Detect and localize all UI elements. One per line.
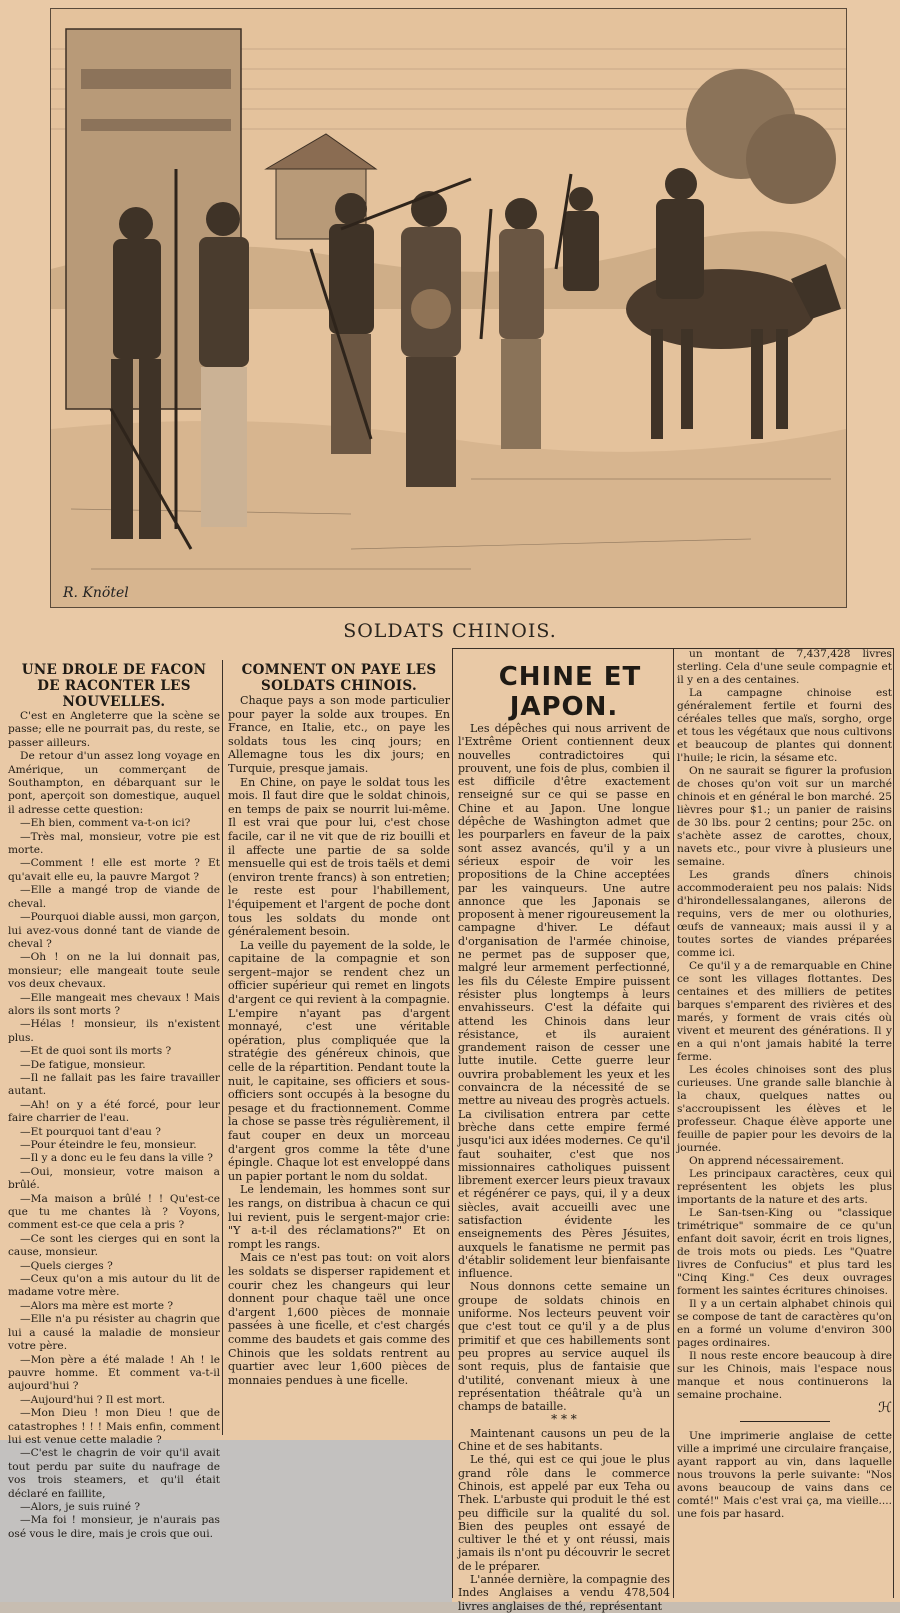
author-mark: ℋ bbox=[878, 1400, 892, 1416]
article-paragraph: Mais ce n'est pas tout: on voit alors les soldats se disperser rapidement et courir chez les changeurs qui leur donnent pour chaque taël une once d'argent 1,600 pièces de monnaie passées à une ficelle, et c'est chargés comme des baudets et gais comme des Chinois que les soldats rentrent au quartier avec leur 1,600 pièces de monnaies pendues à une ficelle. bbox=[228, 1251, 450, 1387]
dialog-line: —Oui, monsieur, votre maison a brûlé. bbox=[8, 1165, 220, 1192]
dialog-line: —Et pourquoi tant d'eau ? bbox=[20, 1125, 161, 1138]
article-paragraph: L'année dernière, la compagnie des Indes Anglaises a vendu 478,504 livres anglaises de thé, représentant bbox=[458, 1573, 670, 1613]
article-paragraph: Les principaux caractères, ceux qui représentent les objets les plus importants de la nature et des arts. bbox=[677, 1168, 892, 1206]
dialog-line: —Il y a donc eu le feu dans la ville ? bbox=[20, 1152, 213, 1165]
article-paragraph: On ne saurait se figurer la profusion de choses qu'on voit sur un marché chinois et en général le bon marché. 25 lièvres pour $1.; un panier de raisins de 30 lbs. pour 2 centins; pour 25c. on s'achète assez de carottes, choux, navets etc., pour vivre à plusieurs une semaine. bbox=[677, 765, 892, 868]
article-paragraph: Il y a un certain alphabet chinois qui se compose de tant de caractères qu'on en a formé un volume d'environ 300 pages ordinaires. bbox=[677, 1298, 892, 1349]
article-paragraph: Les écoles chinoises sont des plus curieuses. Une grande salle blanchie à la chaux, quelques nattes ou s'accroupissent les élèves et le professeur. Chaque élève apporte une feuille de papier pour les devoirs de la journée. bbox=[677, 1064, 892, 1154]
article-paragraph: Il nous reste encore beaucoup à dire sur les Chinois, mais l'espace nous manque et nous continuerons la semaine prochaine. bbox=[677, 1350, 892, 1401]
article-paragraph: Le San-tsen-King ou "classique trimétrique" sommaire de ce qu'un enfant doit savoir, écrit en trois lignes, de trois mots ou pieds. Les "Quatre livres de Confucius" et plus tard les "Cinq King." Ces deux ouvrages forment les saintes écritures chinoises. bbox=[677, 1207, 892, 1297]
article-chine-japon bbox=[458, 662, 670, 1613]
dialog-line: —Elle n'a pu résister au chagrin que lui a causé la maladie de monsieur votre père. bbox=[8, 1313, 220, 1353]
article-paragraph: On apprend nécessairement. bbox=[689, 1155, 845, 1167]
dialog-line: —Quels cierges ? bbox=[20, 1259, 113, 1272]
article-funny-news bbox=[8, 662, 220, 1541]
dialog-line: —Alors, je suis ruiné ? bbox=[20, 1500, 141, 1513]
article-paragraph: La veille du payement de la solde, le capitaine de la compagnie et son sergent–major se rendent chez un officier supérieur qui remet en lingots d'argent ce qui revient à la compagnie. L'empire n'ayant pas d'argent monnayé, c'est une véritable opération, plus compliquée que la stratégie des généreux chinois, que celle de la répartition. Pendant toute la nuit, le capitaine, ses officiers et sous-officiers sont occupés à la besogne du pesage et du fractionnement. Comme la chose se passe très régulièrement, il faut couper en deux un morceau d'argent gros comme la tête d'une épingle. Chaque lot est enveloppé dans un papier portant le nom du soldat. bbox=[228, 938, 450, 1183]
dialog-line: —Ah! on y a été forcé, pour leur faire charrier de l'eau. bbox=[8, 1098, 220, 1125]
column-rule bbox=[893, 648, 894, 1598]
dialog-line: —Mon Dieu ! mon Dieu ! que de catastrophes ! ! ! Mais enfin, comment lui est venue cette maladie ? bbox=[8, 1407, 220, 1446]
dialog-line: —Ce sont les cierges qui en sont la cause, monsieur. bbox=[8, 1232, 220, 1259]
article-paragraph: Le thé, qui est ce qui joue le plus grand rôle dans le commerce Chinois, est appelé par eux Teha ou Thek. L'arbuste qui produit le thé est peu difficile sur la qualité du sol. Bien des peuples ont essayé de cultiver le thé et y ont réussi, mais jamais ils n'ont pu découvrir le secret de le préparer. bbox=[458, 1453, 670, 1573]
column-rule bbox=[222, 660, 223, 1435]
article-paragraph: Maintenant causons un peu de la Chine et de ses habitants. bbox=[458, 1426, 670, 1454]
column-rule bbox=[452, 648, 453, 1598]
dialog-line: —Pourquoi diable aussi, mon garçon, lui avez-vous donné tant de viande de cheval ? bbox=[8, 911, 220, 950]
article-paragraph: Une imprimerie anglaise de cette ville a imprimé une circulaire française, ayant rapport au vin, dans laquelle nous trouvons la perle suivante: "Nos avons beaucoup de vains dans ce comté!" Mais c'est vrai ça, ma vieille.... une fois par hasard. bbox=[677, 1430, 892, 1520]
dialog-line: —Il ne fallait pas les faire travailler autant. bbox=[8, 1071, 220, 1098]
article-paragraph: Ce qu'il y a de remarquable en Chine ce sont les villages flottantes. Des centaines et des milliers de petites barques s'emparent des rivières et des marés, y forment de vrais cités où vivent et meurent des générations. Il y en a qui n'ont jamais habité la terre ferme. bbox=[677, 960, 892, 1063]
article-paragraph: C'est en Angleterre que la scène se passe; elle ne pourrait pas, du reste, se passer ailleurs. bbox=[8, 710, 220, 749]
dialog-line: —Oh ! on ne la lui donnait pas, monsieur; elle mangeait toute seule vos deux chevaux. bbox=[8, 951, 220, 991]
article-paragraph: un montant de 7,437,428 livres sterling. Cela d'une seule compagnie et il y en a des centaines. bbox=[677, 648, 892, 686]
section-separator: * * * bbox=[551, 1412, 577, 1427]
article-soldier-pay bbox=[228, 662, 450, 1387]
article-headline: CHINE ET JAPON. bbox=[498, 662, 642, 722]
dialog-line: —Très mal, monsieur, votre pie est morte. bbox=[8, 830, 220, 857]
dialog-line: —Eh bien, comment va-t-on ici? bbox=[20, 817, 191, 830]
dialog-line: —Ceux qu'on a mis autour du lit de madame votre mère. bbox=[8, 1273, 220, 1299]
column-rule bbox=[673, 648, 674, 1598]
article-headline: UNE DROLE DE FACON DE RACONTER LES NOUVELLES. bbox=[21, 662, 207, 710]
dialog-line: —Elle mangeait mes chevaux ! Mais alors ils sont morts ? bbox=[8, 991, 220, 1017]
article-chine-japon-continued bbox=[677, 648, 892, 1521]
article-paragraph: Les grands dîners chinois accommoderaient peu nos palais: Nids d'hirondellessalanganes, ailerons de requins, vers de mer ou olothuries, œufs de vanneaux; mais aussi il y a toutes sortes de viandes préparées comme ici. bbox=[677, 869, 892, 959]
article-paragraph: Chaque pays a son mode particulier pour payer la solde aux troupes. En France, en Italie, etc., on paye les soldats tous les cinq jours; en Allemagne tous les dix jours; en Turquie, presque jamais. bbox=[228, 694, 450, 775]
dialog-line: —Alors ma mère est morte ? bbox=[20, 1299, 174, 1312]
section-rule bbox=[740, 1421, 830, 1422]
dialog-line: —Pour éteindre le feu, monsieur. bbox=[20, 1139, 197, 1151]
dialog-line: —Mon père a été malade ! Ah ! le pauvre homme. Et comment va-t-il aujourd'hui ? bbox=[8, 1353, 220, 1393]
article-headline: COMNENT ON PAYE LES SOLDATS CHINOIS. bbox=[241, 662, 437, 694]
dialog-line: —C'est le chagrin de voir qu'il avait tout perdu par suite du naufrage de vos trois steamers, et qu'il était déclaré en faillite, bbox=[8, 1447, 220, 1500]
dialog-line: —De fatigue, monsieur. bbox=[20, 1058, 146, 1071]
illustration-caption: SOLDATS CHINOIS. bbox=[343, 620, 557, 642]
dialog-line: —Ma maison a brûlé ! ! Qu'est-ce que tu me chantes là ? Voyons, comment est-ce que cela a pris ? bbox=[8, 1192, 220, 1232]
dialog-line: —Aujourd'hui ? Il est mort. bbox=[20, 1393, 166, 1406]
artist-signature: R. Knötel bbox=[63, 585, 129, 601]
article-paragraph: Le lendemain, les hommes sont sur les rangs, on distribua à chacun ce qui lui revient, puis le sergent-major crie: "Y a-t-il des réclamations?" Et on rompt les rangs. bbox=[228, 1183, 450, 1251]
article-paragraph: La campagne chinoise est généralement fertile et fourni des céréales telles que maïs, sorgho, orge et tous les végétaux que nous cultivons et beaucoup de plantes qui donnent l'huile; le ricin, la sésame etc. bbox=[677, 687, 892, 764]
dialog-line: —Et de quoi sont ils morts ? bbox=[20, 1045, 172, 1058]
dialog-line: —Comment ! elle est morte ? Et qu'avait elle eu, la pauvre Margot ? bbox=[8, 857, 220, 883]
dialog-line: —Ma foi ! monsieur, je n'aurais pas osé vous le dire, mais je crois que oui. bbox=[8, 1514, 220, 1540]
article-paragraph: Nous donnons cette semaine un groupe de soldats chinois en uniforme. Nos lecteurs peuvent voir que c'est tout ce qu'il y a de plus primitif et que ces habillements sont peu propres au service auquel ils sont requis, plus de fantaisie que d'utilité, convenant mieux à une représentation théâtrale qu'à un champs de bataille. bbox=[458, 1280, 670, 1414]
article-paragraph: De retour d'un assez long voyage en Amérique, un commerçant de Southampton, en débarquant sur le pont, aperçoit son domestique, auquel il adresse cette question: bbox=[8, 750, 220, 816]
dialog-line: —Hélas ! monsieur, ils n'existent plus. bbox=[8, 1018, 220, 1044]
engraving-soldiers-illustration-icon bbox=[50, 8, 847, 608]
dialog-line: —Elle a mangé trop de viande de cheval. bbox=[8, 884, 220, 910]
article-paragraph: En Chine, on paye le soldat tous les mois. Il faut dire que le soldat chinois, en temps de paix se nourrit lui-même. Il est vrai que pour lui, c'est chose facile, car il ne vit que de riz bouilli et il affecte une partie de sa solde mensuelle qui est de trois taëls et demi (environ trente francs) à son entretien; le reste est pour l'habillement, l'équipement et l'argent de poche dont tous les soldats du monde ont généralement besoin. bbox=[228, 775, 450, 939]
article-paragraph: Les dépêches qui nous arrivent de l'Extrême Orient contiennent deux nouvelles contradictoires qui prouvent, une fois de plus, combien il est difficile d'être exactement renseigné sur ce qui se passe en Chine et au Japon. Une longue dépêche de Washington admet que les pourparlers en faveur de la paix sont assez avancés, qu'il y a un sérieux espoir de voir les propositions de la Chine acceptées par les vainqueurs. Une autre annonce que les Japonais se proposent à mener rigoureusement la campagne d'hiver. Le défaut d'organisation de l'armée chinoise, ne permet pas de supposer que, malgré leur armement perfectionné, les fils du Céleste Empire puissent résister plus longtemps à leurs envahisseurs. C'est la défaite qui attend les Chinois dans leur résistance, et ils auraient grandement raison de cesser une lutte inutile. Cette guerre leur ouvrira probablement les yeux et les convaincra de la nécessité de se mettre au niveau des progrès actuels. La civilisation entrera par cette brèche dans cette empire fermé jusqu'ici aux idées modernes. Ce qu'il faut souhaiter, c'est que nos missionnaires catholiques puissent librement exercer leurs pieux travaux et régénérer ce pays, qui, il y a deux siècles, avait accueilli avec une satisfaction évidente les enseignements des Pères Jésuites, auxquels le fanatisme ne permit pas d'établir solidement leur bienfaisante influence. bbox=[458, 722, 670, 1281]
